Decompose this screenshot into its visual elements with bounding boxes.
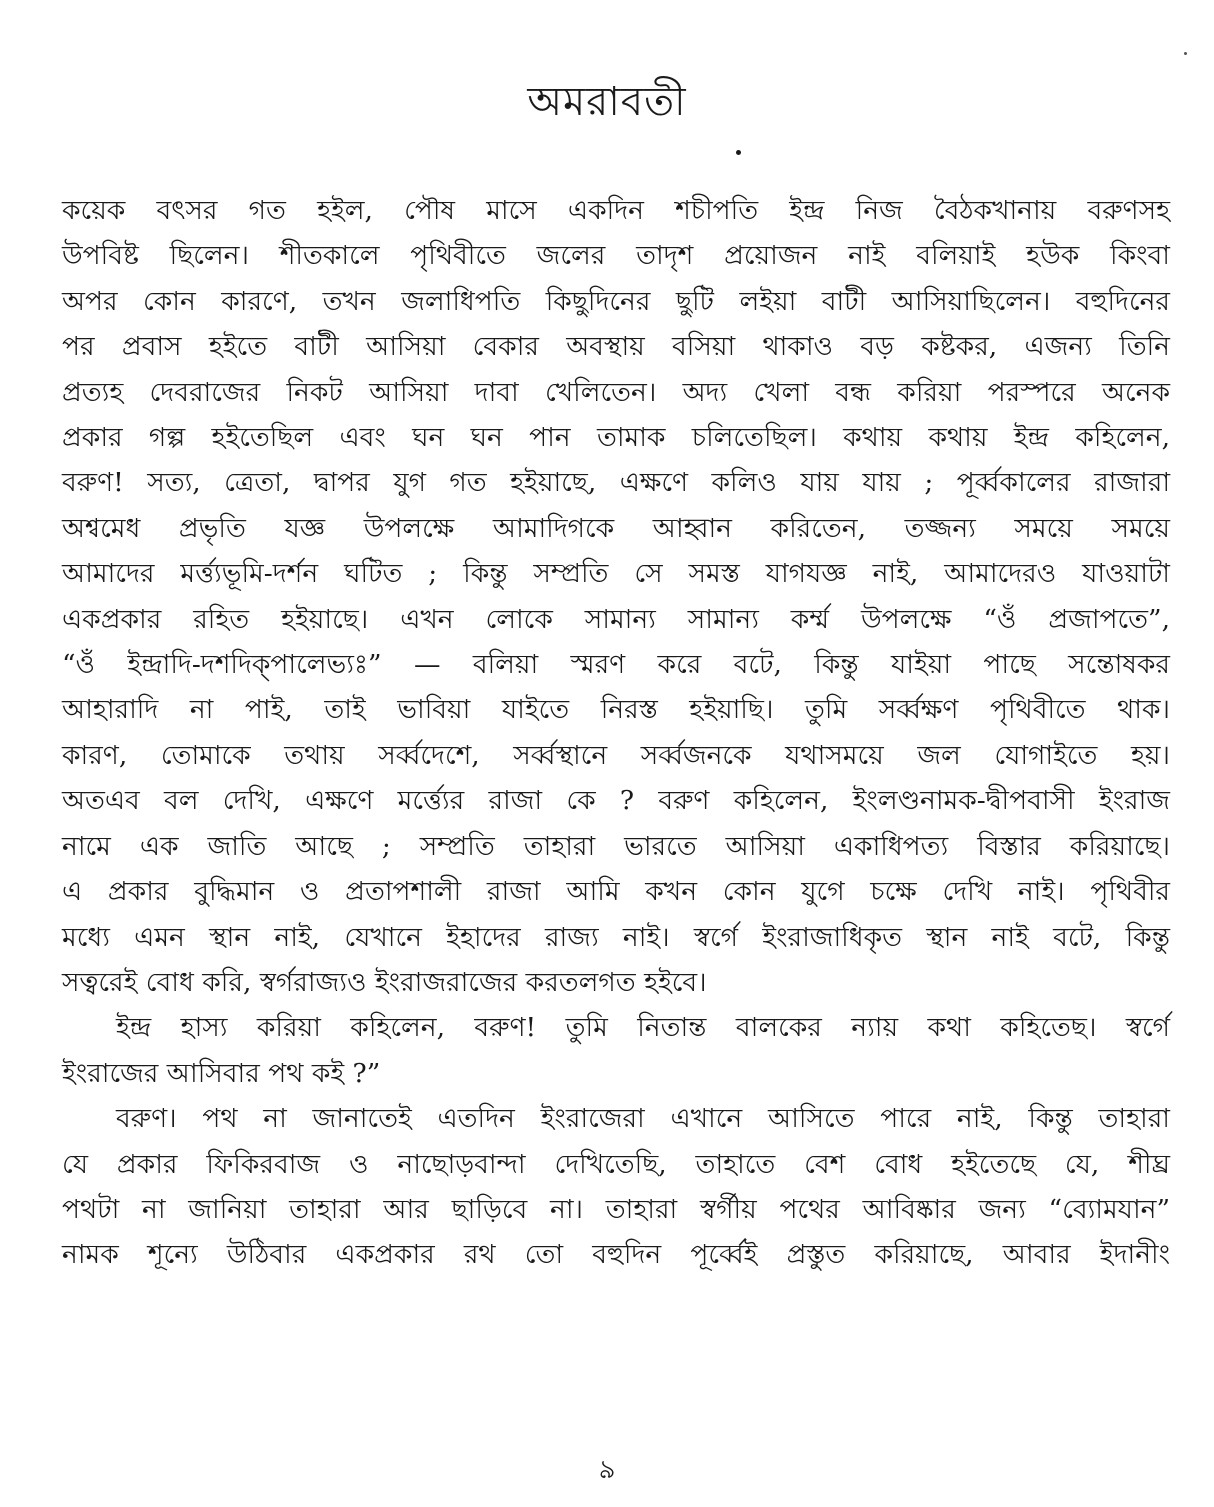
text-line: নামক শূন্যে উঠিবার একপ্রকার রথ তো বহুদিন পূর্ব্বেই প্রস্তুত করিয়াছে, আবার ইদানীং xyxy=(62,1239,1170,1271)
text-line: প্রত্যহ দেবরাজের নিকট আসিয়া দাবা খেলিতেন। অদ্য খেলা বন্ধ করিয়া পরস্পরে অনেক xyxy=(62,376,1170,408)
text-line: অপর কোন কারণে, তখন জলাধিপতি কিছুদিনের ছুটি লইয়া বাটী আসিয়াছিলেন। বহুদিনের xyxy=(62,285,1170,317)
text-line: কয়েক বৎসর গত হইল, পৌষ মাসে একদিন শচীপতি ইন্দ্র নিজ বৈঠকখানায় বরুণসহ xyxy=(62,195,1170,226)
text-line: নামে এক জাতি আছে ; সম্প্রতি তাহারা ভারতে আসিয়া একাধিপত্য বিস্তার করিয়াছে। xyxy=(62,830,1170,862)
scan-speck xyxy=(1184,52,1187,55)
body-text xyxy=(62,188,1170,1278)
text-line: ইন্দ্র হাস্য করিয়া কহিলেন, বরুণ! তুমি নিতান্ত বালকের ন্যায় কথা কহিতেছ। স্বর্গে xyxy=(116,1012,1170,1044)
text-line: এ প্রকার বুদ্ধিমান ও প্রতাপশালী রাজা আমি কখন কোন যুগে চক্ষে দেখি নাই। পৃথিবীর xyxy=(62,876,1170,908)
paragraph-1 xyxy=(62,188,1170,1005)
text-line: আহারাদি না পাই, তাই ভাবিয়া যাইতে নিরস্ত হইয়াছি। তুমি সর্ব্বক্ষণ পৃথিবীতে থাক। xyxy=(62,694,1170,726)
text-line: কারণ, তোমাকে তথায় সর্ব্বদেশে, সর্ব্বস্থানে সর্ব্বজনকে যথাসময়ে জল যোগাইতে হয়। xyxy=(62,739,1170,771)
text-line: পথটা না জানিয়া তাহারা আর ছাড়িবে না। তাহারা স্বর্গীয় পথের আবিষ্কার জন্য “ব্যোমযান” xyxy=(62,1193,1170,1225)
paragraph-2 xyxy=(62,1005,1170,1096)
page-title: অমরাবতী xyxy=(527,79,687,125)
text-line: আমাদের মর্ত্ত্যভূমি-দর্শন ঘটিত ; কিন্তু সম্প্রতি সে সমস্ত যাগযজ্ঞ নাই, আমাদেরও যাওয়াটা xyxy=(62,558,1170,590)
text-line: ইংরাজের আসিবার পথ কই ?” xyxy=(62,1057,381,1089)
text-line: মধ্যে এমন স্থান নাই, যেখানে ইহাদের রাজ্য নাই। স্বর্গে ইংরাজাধিকৃত স্থান নাই বটে, কিন্তু xyxy=(62,921,1170,953)
paragraph-3 xyxy=(62,1096,1170,1278)
text-line: অতএব বল দেখি, এক্ষণে মর্ত্ত্যের রাজা কে ? বরুণ কহিলেন, ইংলণ্ডনামক-দ্বীপবাসী ইংরাজ xyxy=(62,785,1170,817)
text-line: একপ্রকার রহিত হইয়াছে। এখন লোকে সামান্য সামান্য কর্ম্ম উপলক্ষে “ওঁ প্রজাপতে”, xyxy=(62,603,1170,635)
text-line: যে প্রকার ফিকিরবাজ ও নাছোড়বান্দা দেখিতেছি, তাহাতে বেশ বোধ হইতেছে যে, শীঘ্র xyxy=(62,1148,1170,1180)
text-line: পর প্রবাস হইতে বাটী আসিয়া বেকার অবস্থায় বসিয়া থাকাও বড় কষ্টকর, এজন্য তিনি xyxy=(62,331,1170,363)
text-line: প্রকার গল্প হইতেছিল এবং ঘন ঘন পান তামাক চলিতেছিল। কথায় কথায় ইন্দ্র কহিলেন, xyxy=(62,422,1170,454)
text-line: উপবিষ্ট ছিলেন। শীতকালে পৃথিবীতে জলের তাদৃশ প্রয়োজন নাই বলিয়াই হউক কিংবা xyxy=(62,240,1170,272)
title-ornament-dot xyxy=(736,150,741,155)
text-line: বরুণ! সত্য, ত্রেতা, দ্বাপর যুগ গত হইয়াছে, এক্ষণে কলিও যায় যায় ; পূর্ব্বকালের রাজারা xyxy=(62,467,1170,499)
text-line: “ওঁ ইন্দ্রাদি-দশদিক্‌পালেভ্যঃ” — বলিয়া স্মরণ করে বটে, কিন্তু যাইয়া পাছে সন্তোষকর xyxy=(62,649,1170,681)
text-line: অশ্বমেধ প্রভৃতি যজ্ঞ উপলক্ষে আমাদিগকে আহ্বান করিতেন, তজ্জন্য সময়ে সময়ে xyxy=(62,512,1170,544)
text-line: বরুণ। পথ না জানাতেই এতদিন ইংরাজেরা এখানে আসিতে পারে নাই, কিন্তু তাহারা xyxy=(116,1103,1170,1135)
page-number: ৯ xyxy=(598,1455,616,1485)
text-line: সত্বরেই বোধ করি, স্বর্গরাজ্যও ইংরাজরাজের করতলগত হইবে। xyxy=(62,966,707,998)
